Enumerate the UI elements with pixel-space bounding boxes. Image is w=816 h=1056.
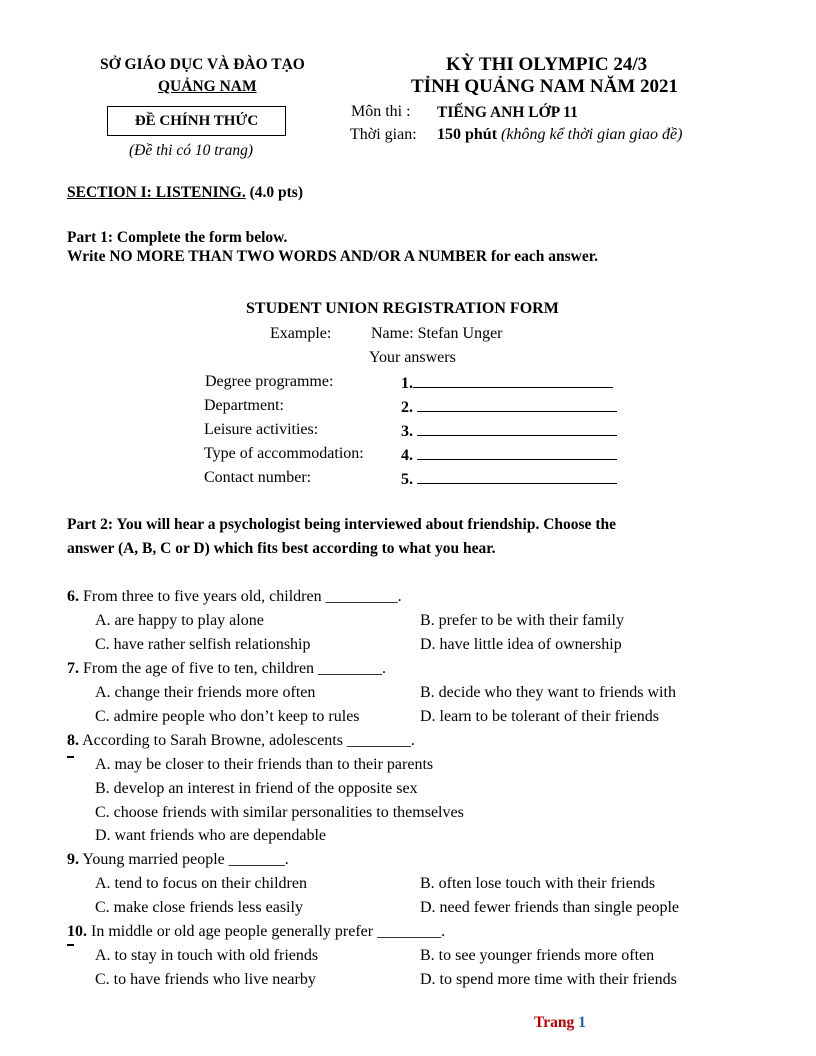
option[interactable]: C. to have friends who live nearby bbox=[95, 971, 316, 988]
form-row-label: Type of accommodation: bbox=[204, 445, 364, 462]
answer-blank[interactable] bbox=[417, 469, 617, 484]
page-word: Trang bbox=[534, 1014, 575, 1031]
part1-rule: Write NO MORE THAN TWO WORDS AND/OR A NUMBER for each answer. bbox=[67, 248, 599, 265]
answer-number: 1. bbox=[401, 375, 413, 392]
question-number: 8. bbox=[67, 732, 79, 749]
answer-number: 4. bbox=[401, 447, 413, 464]
exam-title-line1: KỲ THI OLYMPIC 24/3 bbox=[446, 54, 648, 75]
form-row-label: Degree programme: bbox=[205, 373, 334, 390]
form-row-label: Contact number: bbox=[204, 469, 312, 486]
answer-blank[interactable] bbox=[413, 373, 613, 388]
option[interactable]: B. often lose touch with their friends bbox=[420, 875, 656, 892]
part2-instruction-line2: answer (A, B, C or D) which fits best according to what you hear. bbox=[67, 540, 496, 557]
answers-label: Your answers bbox=[369, 349, 456, 366]
option[interactable]: A. to stay in touch with old friends bbox=[95, 947, 319, 964]
answer-blank[interactable] bbox=[417, 445, 617, 460]
time-line bbox=[437, 126, 682, 144]
province-name: QUẢNG NAM bbox=[158, 78, 257, 95]
section-points: (4.0 pts) bbox=[249, 184, 303, 201]
time-label: Thời gian: bbox=[350, 126, 417, 143]
option[interactable]: C. choose friends with similar personalities to themselves bbox=[95, 804, 464, 821]
form-row-answer[interactable] bbox=[401, 445, 617, 465]
form-row-label: Leisure activities: bbox=[204, 421, 319, 438]
option[interactable]: B. develop an interest in friend of the opposite sex bbox=[95, 780, 418, 797]
part1-instruction: Part 1: Complete the form below. bbox=[67, 229, 288, 246]
pages-note: (Đề thi có 10 trang) bbox=[129, 142, 253, 159]
option[interactable]: D. need fewer friends than single people bbox=[420, 899, 680, 916]
section-heading bbox=[67, 184, 303, 202]
question-number: 6. bbox=[67, 588, 79, 605]
question-stem bbox=[67, 851, 289, 869]
time-value: 150 phút bbox=[437, 126, 498, 143]
department-name: SỞ GIÁO DỤC VÀ ĐÀO TẠO bbox=[100, 56, 305, 73]
question-stem bbox=[67, 660, 386, 678]
option[interactable]: B. prefer to be with their family bbox=[420, 612, 624, 629]
option[interactable]: A. tend to focus on their children bbox=[95, 875, 307, 892]
form-row-answer[interactable] bbox=[401, 469, 617, 489]
option[interactable]: D. want friends who are dependable bbox=[95, 827, 327, 844]
question-stem bbox=[67, 588, 402, 606]
answer-blank[interactable] bbox=[417, 421, 617, 436]
subject-label: Môn thi : bbox=[351, 103, 411, 120]
question-number: 7. bbox=[67, 660, 79, 677]
question-stem bbox=[67, 732, 415, 750]
question-text: Young married people _______. bbox=[79, 851, 289, 868]
official-label: ĐỀ CHÍNH THỨC bbox=[134, 112, 259, 129]
part2-instruction-line1: Part 2: You will hear a psychologist being interviewed about friendship. Choose the bbox=[67, 516, 616, 533]
section-title: SECTION I: LISTENING. bbox=[67, 184, 246, 201]
exam-title-line2: TỈNH QUẢNG NAM NĂM 2021 bbox=[411, 76, 679, 97]
option[interactable]: A. are happy to play alone bbox=[95, 612, 264, 629]
option[interactable]: A. may be closer to their friends than to their parents bbox=[95, 756, 434, 773]
answer-number: 5. bbox=[401, 471, 413, 488]
form-row-answer[interactable] bbox=[401, 397, 617, 417]
option[interactable]: D. to spend more time with their friends bbox=[420, 971, 677, 988]
question-text: In middle or old age people generally prefer ________. bbox=[87, 923, 446, 940]
margin-mark bbox=[67, 944, 74, 946]
answer-blank[interactable] bbox=[417, 397, 617, 412]
page-footer bbox=[534, 1014, 586, 1032]
question-text: According to Sarah Browne, adolescents ________. bbox=[79, 732, 415, 749]
example-value: Name: Stefan Unger bbox=[371, 325, 503, 342]
answer-number: 2. bbox=[401, 399, 413, 416]
page-number: 1 bbox=[578, 1014, 586, 1031]
question-number: 10. bbox=[67, 923, 87, 940]
option[interactable]: D. have little idea of ownership bbox=[420, 636, 622, 653]
form-row-answer[interactable] bbox=[401, 421, 617, 441]
form-row-label: Department: bbox=[204, 397, 284, 414]
question-stem bbox=[67, 923, 445, 941]
option[interactable]: A. change their friends more often bbox=[95, 684, 316, 701]
form-title: STUDENT UNION REGISTRATION FORM bbox=[246, 300, 559, 317]
official-exam-box bbox=[107, 106, 286, 136]
answer-number: 3. bbox=[401, 423, 413, 440]
question-text: From three to five years old, children _________. bbox=[79, 588, 402, 605]
option[interactable]: B. to see younger friends more often bbox=[420, 947, 655, 964]
form-row-answer[interactable] bbox=[401, 373, 613, 393]
time-note: (không kể thời gian giao đề) bbox=[501, 126, 683, 143]
option[interactable]: C. have rather selfish relationship bbox=[95, 636, 311, 653]
subject-value: TIẾNG ANH LỚP 11 bbox=[437, 104, 578, 121]
question-number: 9. bbox=[67, 851, 79, 868]
option[interactable]: D. learn to be tolerant of their friends bbox=[420, 708, 660, 725]
option[interactable]: C. make close friends less easily bbox=[95, 899, 303, 916]
option[interactable]: C. admire people who don’t keep to rules bbox=[95, 708, 360, 725]
example-label: Example: bbox=[270, 325, 332, 342]
question-text: From the age of five to ten, children ________. bbox=[79, 660, 387, 677]
margin-mark bbox=[67, 756, 74, 758]
option[interactable]: B. decide who they want to friends with bbox=[420, 684, 676, 701]
